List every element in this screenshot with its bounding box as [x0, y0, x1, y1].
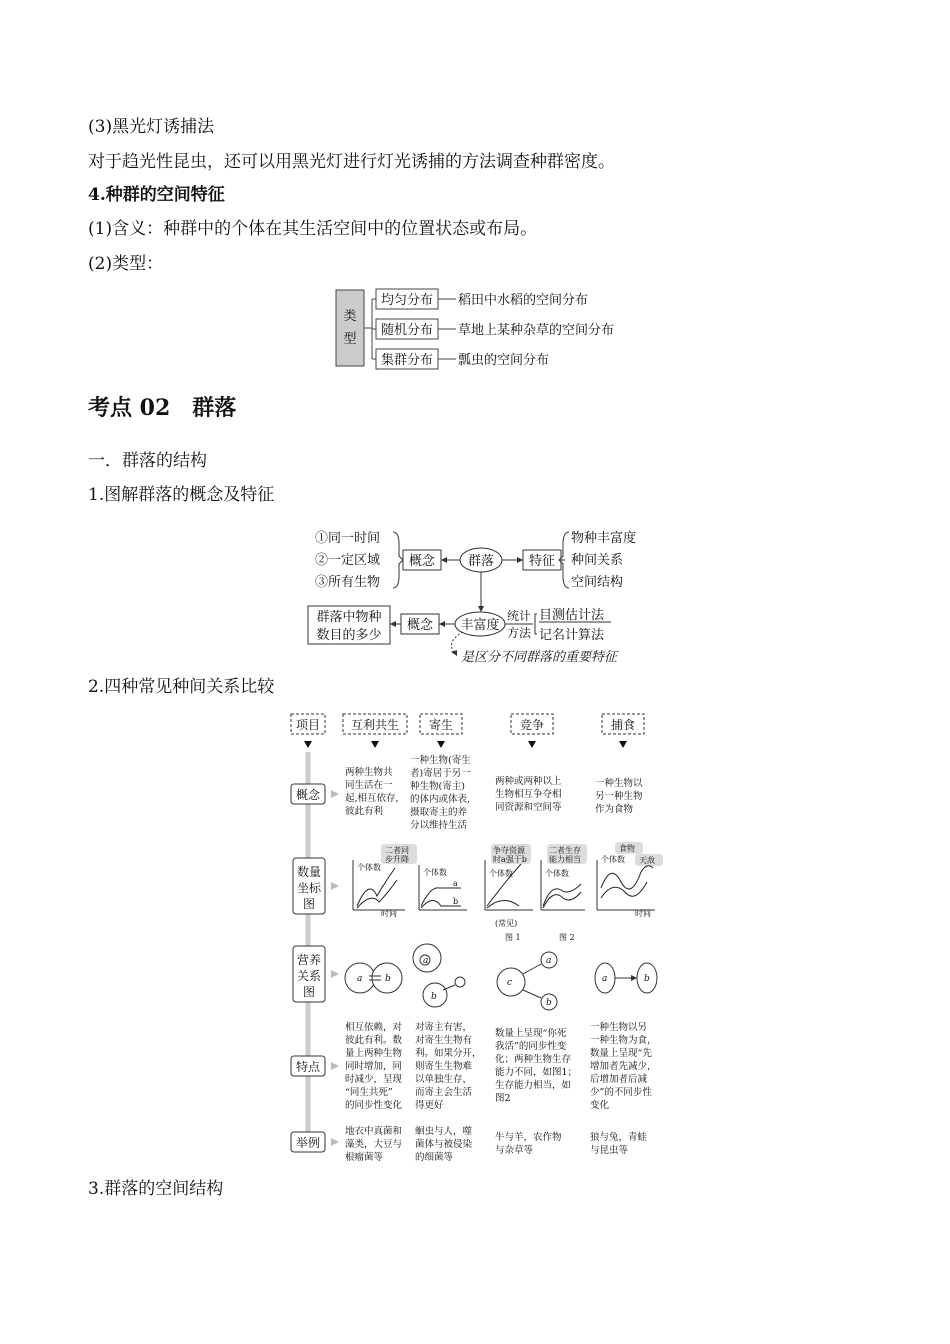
- feature-item: 空间结构: [571, 575, 624, 590]
- feature-mutualism: 相互依赖，对彼此有利。数量上两种生物同时增加，同时减少，呈现“同生共死”的同步性变化: [345, 1022, 403, 1111]
- row-label-trophic: 营养: [296, 953, 322, 967]
- competition-b: b: [546, 998, 552, 1008]
- header-mutualism: 互利共生: [350, 718, 400, 732]
- trophic-a: a: [357, 974, 363, 984]
- row-label-trophic-2: 关系: [296, 969, 322, 983]
- condition-item: ②一定区域: [315, 553, 381, 568]
- predation-food-label: 食物: [619, 844, 635, 853]
- dist-example-clumped: 瓢虫的空间分布: [458, 353, 550, 368]
- curve-label-a: a: [453, 879, 458, 888]
- comp-note1: 争夺资源: [493, 846, 525, 855]
- parasite-b: b: [431, 992, 437, 1002]
- example-mutualism: 地衣中真菌和藻类，大豆与根瘤菌等: [345, 1126, 403, 1163]
- axis-xlabel: 时间: [381, 909, 397, 918]
- example-parasitism: 蛔虫与人，噬菌体与被侵染的细菌等: [415, 1126, 473, 1163]
- parasite-a: a: [423, 956, 429, 966]
- header-item: 项目: [295, 718, 321, 732]
- header-predation: 捕食: [610, 718, 636, 732]
- row-label-concept: 概念: [295, 788, 321, 802]
- paragraph-definition: (1)含义：种群中的个体在其生活空间中的位置状态或布局。: [88, 219, 538, 239]
- concept-parasitism: 一种生物(寄生者)寄居于另一种生物(寄主)的体内或体表,摄取寄主的养分以维持生活: [410, 755, 471, 831]
- feature-box: 特征: [528, 554, 556, 569]
- feature-predation: 一种生物以另一种生物为食，数量上呈现“先增加者先减少，后增加者后减少”的不同步性变化: [590, 1022, 657, 1111]
- method-item: 记名计算法: [539, 628, 605, 643]
- type-label-2: 型: [343, 332, 357, 347]
- axis-ylabel: 个体数: [423, 868, 447, 877]
- comp-note2: 二者生存: [549, 846, 581, 855]
- type-box: [336, 290, 364, 366]
- fig1-label: 图 1: [505, 933, 521, 942]
- concept-box: 概念: [408, 554, 436, 569]
- predation-enemy-label: 天敌: [639, 856, 655, 865]
- community-concept-diagram: [305, 524, 675, 666]
- type-label-1: 类: [343, 309, 357, 324]
- row-label-trophic-3: 图: [302, 985, 316, 999]
- dist-type-random: 随机分布: [380, 323, 434, 338]
- row-label-graph: 数量: [296, 865, 322, 879]
- header-parasitism: 寄生: [428, 718, 454, 732]
- example-competition: 牛与羊，农作物与杂草等: [495, 1132, 562, 1156]
- distribution-diagram: [334, 288, 634, 370]
- dist-example-uniform: 稻田中水稻的空间分布: [458, 293, 589, 308]
- feature-competition: 数量上呈现“你死我活”的同步性变化；两种生物生存能力不同，如图1；生存能力相当，如图2: [495, 1028, 578, 1104]
- curve-label-b: b: [453, 897, 459, 906]
- axis-ylabel: 个体数: [489, 869, 513, 878]
- heading-spatial-structure: 3.群落的空间结构: [88, 1179, 224, 1199]
- method-item: 目测估计法: [539, 608, 605, 623]
- competition-c: c: [507, 978, 513, 988]
- predation-b: b: [644, 974, 650, 984]
- concept-box-2: 概念: [406, 618, 434, 633]
- dist-type-uniform: 均匀分布: [380, 293, 434, 308]
- dist-example-random: 草地上某种杂草的空间分布: [458, 323, 615, 338]
- heading-relations: 2.四种常见种间关系比较: [88, 677, 275, 697]
- header-competition: 竞争: [519, 718, 545, 732]
- concept-mutualism: 两种生物共同生活在一起,相互依存,彼此有利: [345, 767, 399, 817]
- paragraph-black-light-desc: 对于趋光性昆虫，还可以用黑光灯进行灯光诱捕的方法调查种群密度。: [88, 152, 615, 172]
- paragraph-black-light-method: (3)黑光灯诱捕法: [88, 117, 215, 137]
- heading-community-concept: 1.图解群落的概念及特征: [88, 485, 275, 505]
- row-label-features: 特点: [295, 1060, 321, 1074]
- concept-predation: 一种生物以另一种生物作为食物: [595, 778, 643, 815]
- comp-note1-2: 时a强于b: [493, 855, 527, 864]
- richness-definition-2: 数目的多少: [316, 628, 382, 643]
- fig2-label: 图 2: [559, 933, 575, 942]
- heading-spatial-features: 4.种群的空间特征: [88, 185, 225, 205]
- feature-item: 物种丰富度: [571, 531, 637, 546]
- comp-extra: (常见): [495, 919, 518, 928]
- condition-item: ①同一时间: [315, 531, 381, 546]
- condition-item: ③所有生物: [315, 575, 381, 590]
- feature-item: 种间关系: [571, 553, 624, 568]
- axis-ylabel: 个体数: [545, 869, 569, 878]
- axis-ylabel: 个体数: [601, 855, 625, 864]
- row-label-graph-3: 图: [302, 897, 316, 911]
- richness-note: 是区分不同群落的重要特征: [461, 650, 618, 665]
- row-label-graph-2: 坐标: [296, 881, 322, 895]
- mutual-note: 二者同: [385, 846, 409, 855]
- axis-ylabel: 个体数: [357, 863, 381, 872]
- section-title-kaodian-02: 考点 02 群落: [88, 395, 237, 421]
- predation-a: a: [602, 974, 608, 984]
- heading-community-structure: 一．群落的结构: [88, 451, 207, 471]
- richness-definition-1: 群落中物种: [316, 610, 382, 625]
- competition-a: a: [546, 956, 552, 966]
- stat-label-2: 方法: [507, 626, 532, 640]
- paragraph-types: (2)类型：: [88, 254, 164, 274]
- comp-note2-2: 能力相当: [549, 855, 581, 864]
- relations-comparison-figure: [285, 710, 670, 1166]
- stat-label-1: 统计: [507, 609, 532, 623]
- richness-ellipse: 丰富度: [460, 618, 500, 633]
- feature-parasitism: 对寄主有害，对寄生生物有利。如果分开，则寄生生物难以单独生存，而寄主会生活得更好: [415, 1022, 482, 1111]
- mutual-note-2: 步升降: [385, 855, 409, 864]
- concept-competition: 两种或两种以上生物相互争夺相同资源和空间等: [495, 776, 562, 813]
- dist-type-clumped: 集群分布: [380, 353, 434, 368]
- row-label-examples: 举例: [295, 1136, 321, 1150]
- trophic-b: b: [385, 974, 391, 984]
- example-predation: 狼与兔，青蛙与昆虫等: [590, 1132, 648, 1156]
- axis-xlabel: 时间: [635, 909, 651, 918]
- community-center: 群落: [467, 554, 495, 569]
